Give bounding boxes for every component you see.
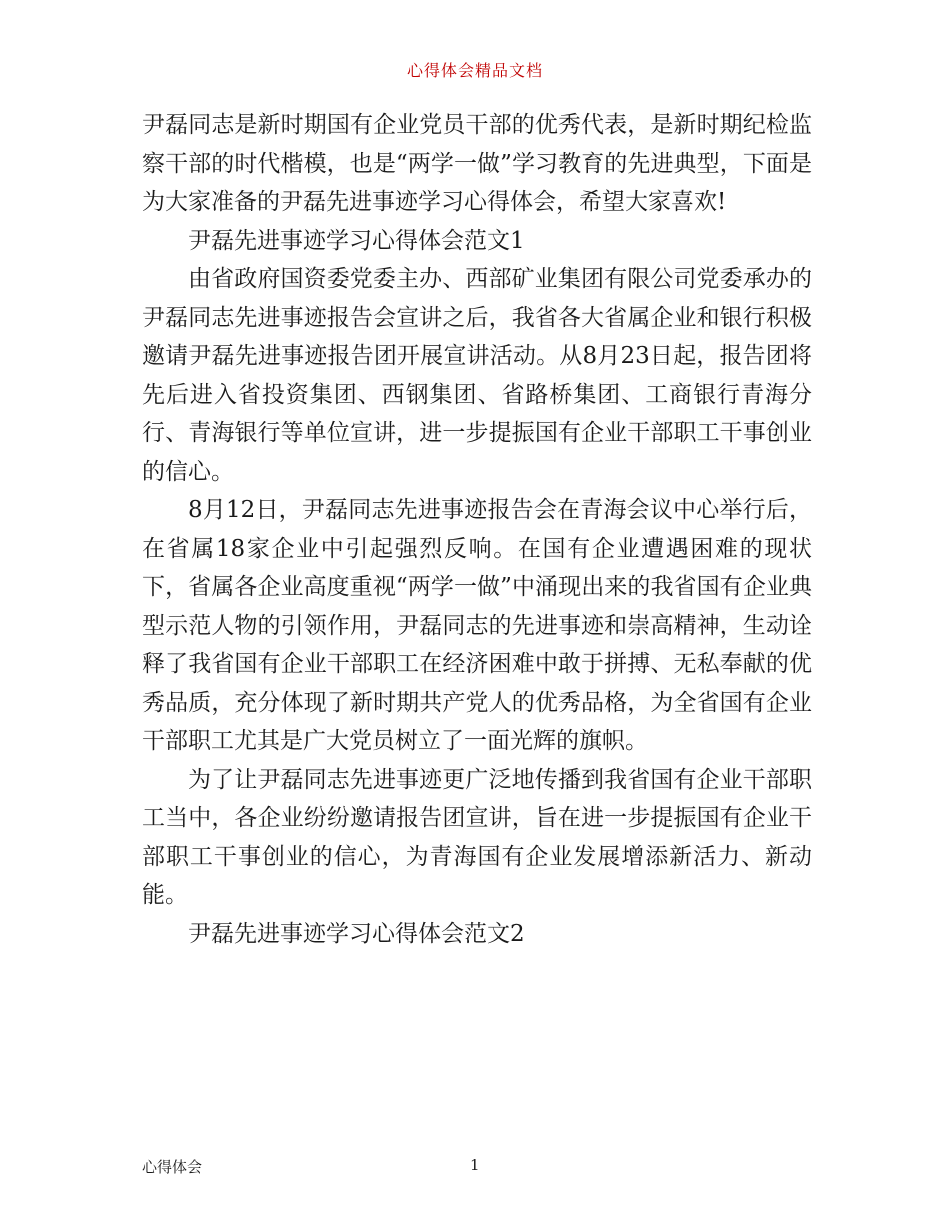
page-header: 心得体会精品文档	[406, 61, 543, 80]
body-paragraph: 由省政府国资委党委主办、西部矿业集团有限公司党委承办的尹磊同志先进事迹报告会宣讲之后，我省各大省属企业和银行积极邀请尹磊先进事迹报告团开展宣讲活动。从8月23日起，报告团将先后进入省投资集团、西钢集团、省路桥集团、工商银行青海分行、青海银行等单位宣讲，进一步提振国有企业干部职工干事创业的信心。	[142, 266, 812, 485]
intro-paragraph: 尹磊同志是新时期国有企业党员干部的优秀代表，是新时期纪检监察干部的时代楷模，也是“两学一做”学习教育的先进典型，下面是为大家准备的尹磊先进事迹学习心得体会，希望大家喜欢!	[142, 112, 812, 215]
section-heading-1: 尹磊先进事迹学习心得体会范文1	[188, 227, 525, 254]
document-body	[142, 106, 812, 953]
section-heading-2: 尹磊先进事迹学习心得体会范文2	[188, 920, 525, 947]
body-paragraph: 8月12日，尹磊同志先进事迹报告会在青海会议中心举行后，在省属18家企业中引起强烈反响。在国有企业遭遇困难的现状下，省属各企业高度重视“两学一做”中涌现出来的我省国有企业典型示范人物的引领作用，尹磊同志的先进事迹和崇高精神，生动诠释了我省国有企业干部职工在经济困难中敢于拼搏、无私奉献的优秀品质，充分体现了新时期共产党人的优秀品格，为全省国有企业干部职工尤其是广大党员树立了一面光辉的旗帜。	[142, 497, 812, 754]
body-paragraph: 为了让尹磊同志先进事迹更广泛地传播到我省国有企业干部职工当中，各企业纷纷邀请报告团宣讲，旨在进一步提振国有企业干部职工干事创业的信心，为青海国有企业发展增添新活力、新动能。	[142, 766, 812, 908]
page-number: 1	[470, 1156, 480, 1174]
footer-label: 心得体会	[142, 1158, 203, 1176]
